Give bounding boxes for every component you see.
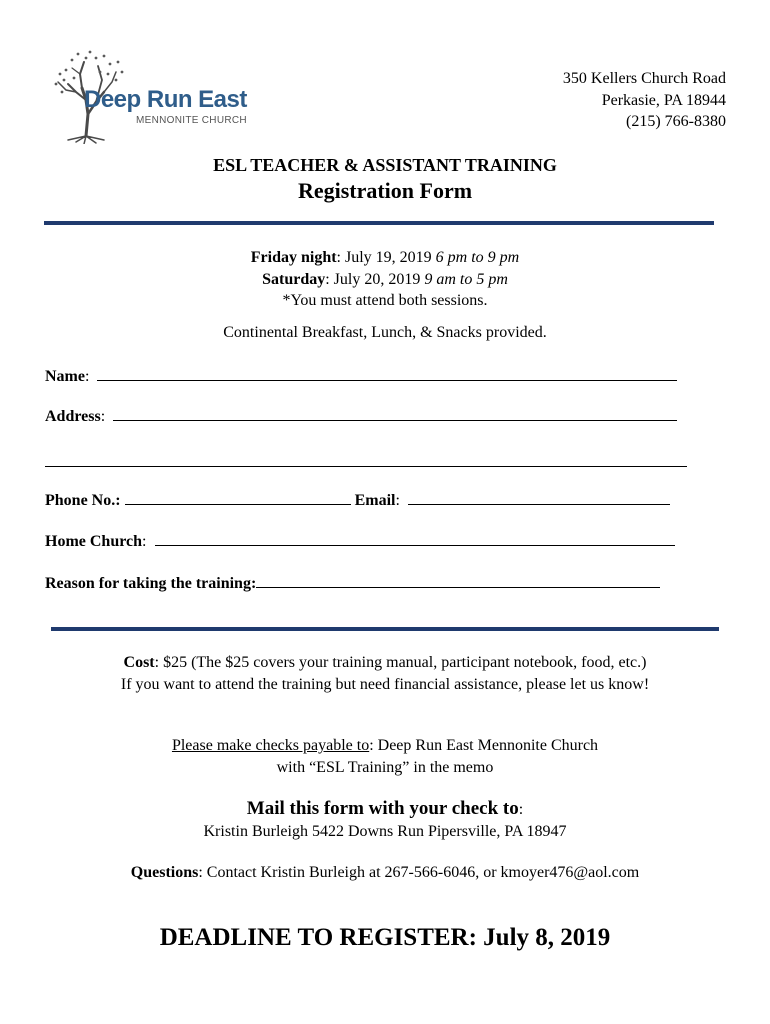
- divider-top: [44, 221, 714, 225]
- church-row: Home Church:: [45, 531, 675, 551]
- reason-row: [45, 573, 660, 593]
- form-subtitle: ESL TEACHER & ASSISTANT TRAINING: [213, 155, 557, 175]
- church-field[interactable]: [155, 531, 675, 546]
- cost-text: : $25 (The $25 covers your training manual, participant notebook, food, etc.): [154, 654, 647, 671]
- attendance-note: *You must attend both sessions.: [282, 292, 488, 309]
- questions-line: [0, 862, 770, 884]
- questions-text: : Contact Kristin Burleigh at 267-566-6046, or kmoyer476@aol.com: [198, 864, 640, 881]
- mail-heading-line: [0, 798, 770, 821]
- church-label: Home Church: [45, 533, 143, 550]
- name-row: Name:: [45, 366, 677, 386]
- cost-block: [0, 652, 770, 696]
- friday-time: 6 pm to 9 pm: [435, 249, 520, 266]
- mail-address: Kristin Burleigh 5422 Downs Run Pipersville, PA 18947: [203, 823, 567, 840]
- saturday-time: 9 am to 5 pm: [424, 270, 508, 288]
- checks-payee: : Deep Run East Mennonite Church: [369, 737, 599, 754]
- cost-label: Cost: [123, 654, 155, 671]
- phone-email-row: Phone No.: Email:: [45, 490, 670, 510]
- schedule-friday: [0, 247, 770, 269]
- reason-field[interactable]: [256, 573, 660, 588]
- schedule-saturday: [0, 269, 770, 291]
- address-label: Address: [45, 408, 101, 425]
- checks-label: Please make checks payable to: [171, 737, 370, 754]
- divider-bottom: [51, 627, 719, 631]
- phone-label: Phone No.:: [45, 492, 121, 509]
- schedule: [0, 247, 770, 343]
- saturday-label: Saturday: [262, 270, 326, 288]
- address-field-line2[interactable]: [45, 452, 687, 467]
- mail-colon: :: [518, 801, 524, 818]
- logo-name: Deep Run East: [84, 86, 247, 113]
- mail-heading: Mail this form with your check to: [246, 798, 519, 819]
- email-field[interactable]: [408, 490, 670, 505]
- deadline: DEADLINE TO REGISTER: July 8, 2019: [159, 924, 611, 951]
- meals-note: Continental Breakfast, Lunch, & Snacks provided.: [223, 323, 547, 341]
- address-street: 350 Kellers Church Road: [562, 70, 726, 87]
- church-address: [563, 68, 726, 133]
- reason-label: Reason for taking the training:: [45, 575, 257, 592]
- address-city: Perkasie, PA 18944: [601, 91, 726, 109]
- address-field-line1[interactable]: [113, 406, 677, 421]
- email-label: Email: [354, 492, 396, 509]
- address-row: Address:: [45, 406, 677, 426]
- financial-assistance: If you want to attend the training but need financial assistance, please let us know!: [120, 676, 650, 693]
- address-row-2: [45, 452, 687, 472]
- name-label: Name: [45, 368, 85, 385]
- checks-memo: with “ESL Training” in the memo: [276, 759, 494, 776]
- form-title: Registration Form: [297, 178, 473, 203]
- phone-field[interactable]: [125, 490, 351, 505]
- cost-line: [0, 652, 770, 674]
- logo-subtitle: MENNONITE CHURCH: [136, 115, 247, 126]
- friday-date: : July 19, 2019: [336, 249, 436, 266]
- checks-block: [0, 735, 770, 779]
- questions-label: Questions: [130, 864, 199, 881]
- saturday-date: : July 20, 2019: [325, 270, 425, 288]
- name-field[interactable]: [97, 366, 677, 381]
- checks-line: [0, 735, 770, 757]
- friday-label: Friday night: [250, 249, 337, 266]
- mail-block: [0, 798, 770, 843]
- address-phone: (215) 766-8380: [626, 113, 726, 130]
